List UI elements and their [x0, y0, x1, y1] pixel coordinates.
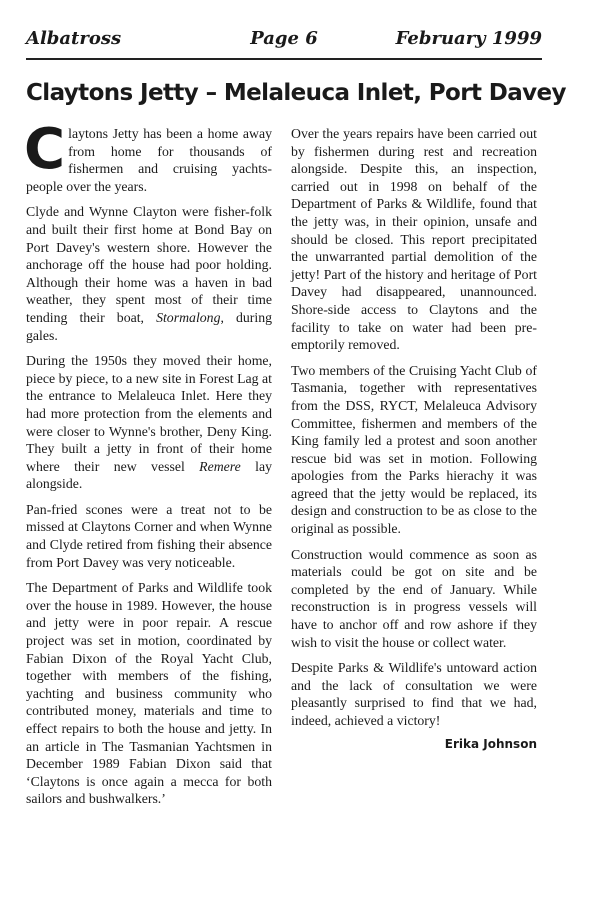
vessel-name: Remere: [199, 458, 241, 474]
article-title: Claytons Jetty – Melaleuca Inlet, Port Davey: [26, 80, 566, 106]
paragraph-scones: Pan-fried scones were a treat not to be missed at Claytons Corner and when Wynne and Clyde retired from fishing their absence from Port Davey was very noticeable.: [26, 501, 272, 570]
header-rule: [26, 58, 542, 60]
paragraph-repairs: Over the years repairs have been carried out by fishermen during rest and recreation alongside. Despite this, an inspection, carried out in 1998 on behalf of the Department of Parks & Wildlife, found that the jetty was, in their opinion, unsafe and should be closed. This report precipitated the unwarranted partial demolition of the jetty! Part of the history and heritage of Port Davey had disappeared, unannounced. Shore-side access to Claytons and the facility to take on water had been pre-emptorily removed.: [291, 126, 537, 353]
paragraph-claytons: Clyde and Wynne Clayton were fisher-folk and built their first home at Bond Bay on Port Davey's western shore. However the anchorage off the house had poor holding. Although their home was a haven in bad weather, they spent most of their time tending their boat, Stormalong, during gales.: [26, 204, 273, 343]
page-number: Page 6: [250, 28, 318, 49]
paragraph-parks: The Department of Parks and Wildlife took over the house in 1989. However, the house and jetty were in poor repair. A rescue project was set in motion, coordinated by Fabian Dixon of the Royal Yacht Club, together with members of the fishing, yachting and business community who contributed money, materials and time to effect repairs to both the house and jetty. In an article in The Tasmanian Yachtsmen in December 1989 Fabian Dixon said that ‘Claytons is once again a mecca for both sailors and bushwalkers.’: [26, 580, 272, 807]
paragraph-1950s: During the 1950s they moved their home, piece by piece, to a new site in Forest Lag at the entrance to Melaleuca Inlet. Here they had more protection from the elements and were closer to Wynne's brother, Deny King. They built a jetty in front of their home where their new vessel Remere lay alongside.: [26, 353, 272, 492]
issue-date: February 1999: [395, 28, 542, 49]
column-right: [291, 125, 537, 753]
paragraph-victory: Despite Parks & Wildlife's untoward action and the lack of consultation we were pleasantly surprised to find that we had, indeed, achieved a victory!: [291, 660, 537, 728]
paragraph-intro-text: laytons Jetty has been a home away from home for thousands of fishermen and cruising yachts-people over the years.: [26, 126, 272, 194]
paragraph-intro: [24, 117, 272, 195]
boat-name: Stormalong: [156, 309, 221, 325]
author-byline: Erika Johnson: [444, 736, 537, 751]
page-header: [26, 28, 542, 54]
paragraph-protest: Two members of the Cruising Yacht Club of Tasmania, together with representatives from the DSS, RYCT, Melaleuca Advisory Committee, fishermen and members of the King family led a protest and soon another rescue bid was set in motion. Following apologies from the Parks hierachy it was agreed that the jetty would be replaced, its design and construction to be as close to the original as possible.: [291, 362, 537, 537]
publication-name: Albatross: [26, 28, 122, 49]
column-left: [24, 117, 273, 816]
drop-cap: C: [24, 117, 66, 182]
paragraph-construction: Construction would commence as soon as materials could be got on site and be completed by the end of January. While reconstruction is in progress vessels will have to anchor off and row ashore if they wish to visit the house or collect water.: [291, 546, 537, 650]
